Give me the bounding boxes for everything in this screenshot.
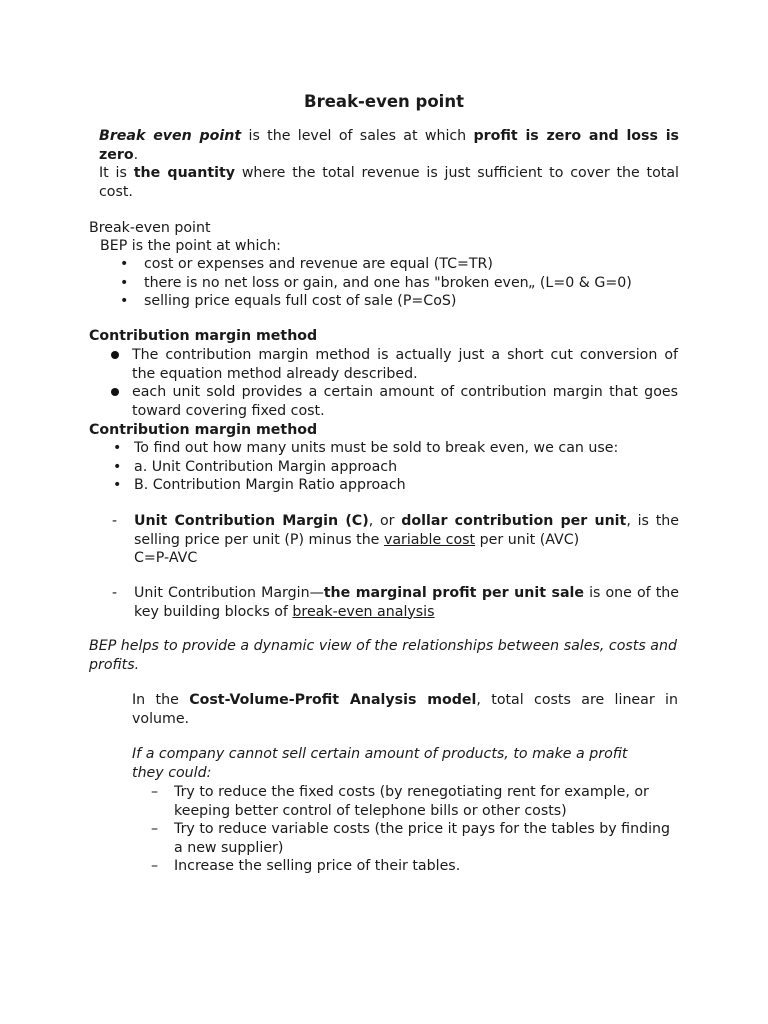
quantity-end: where the total revenue is just sufficient to cover the total cost. <box>99 165 679 200</box>
cvp-text: In the <box>132 692 190 708</box>
intro-quantity <box>99 164 679 201</box>
list-item-text: Increase the selling price of their tables. <box>174 858 461 874</box>
list-item-text: each unit sold provides a certain amount of contribution margin that goes toward covering fixed cost. <box>132 384 678 419</box>
list-item-text: there is no net loss or gain, and one has "broken even„ (L=0 & G=0) <box>144 274 632 291</box>
profit-items <box>151 783 680 876</box>
break-even-analysis-link[interactable]: break-even analysis <box>292 603 435 620</box>
ucm2-bold: the marginal profit per unit sale <box>323 585 585 601</box>
bep-heading: Break-even point <box>89 220 211 236</box>
intro-bold: profit is zero and loss is zero <box>99 128 680 163</box>
list-item-text: cost or expenses and revenue are equal (TC=TR) <box>144 256 493 272</box>
list-item-text: To find out how many units must be sold to break even, we can use: <box>134 440 619 456</box>
bullet-icon: • <box>120 274 129 291</box>
ucm2-text: Unit Contribution Margin— <box>134 585 324 601</box>
ucm2-text-2: is one of the key building blocks of <box>134 585 679 620</box>
cvp-bold: Cost-Volume-Profit Analysis model <box>189 692 477 708</box>
profit-lead: If a company cannot sell certain amount of products, to make a profit they could: <box>132 746 628 781</box>
list-item <box>120 292 704 311</box>
intro-text: is the level of sales at which <box>241 128 474 144</box>
bep-bullets <box>120 255 704 311</box>
list-item <box>120 274 704 293</box>
quantity-bold: the quantity <box>133 165 236 181</box>
ucm-term-2: dollar contribution per unit <box>401 513 627 529</box>
dash-icon: – <box>151 784 159 800</box>
page-title: Break-even point <box>304 92 464 111</box>
variable-cost-link[interactable]: variable cost <box>383 531 476 548</box>
intro-end: . <box>133 146 139 163</box>
ucm-marginal <box>112 584 679 621</box>
list-item <box>132 346 678 383</box>
ucm-term: Unit Contribution Margin (C) <box>134 513 369 529</box>
list-item-text: a. Unit Contribution Margin approach <box>134 458 398 475</box>
list-item <box>113 439 694 458</box>
list-item <box>151 857 680 876</box>
bep-helps: BEP helps to provide a dynamic view of the relationships between sales, costs and profits. <box>89 638 677 673</box>
list-item-text: Try to reduce variable costs (the price it pays for the tables by finding a new supplier) <box>174 821 671 856</box>
cm-heading-1: Contribution margin method <box>89 328 318 344</box>
ucm-text-2: , is the selling price per unit (P) minus the <box>134 513 679 548</box>
intro-term: Break even point <box>99 128 242 144</box>
ucm-text-3: per unit (AVC) <box>475 531 580 548</box>
list-item <box>120 255 704 274</box>
bullet-icon: • <box>113 440 122 456</box>
cvp-model <box>132 691 678 728</box>
quantity-start: It is <box>99 165 134 181</box>
ucm-formula: C=P-AVC <box>134 550 198 566</box>
list-item <box>113 476 694 495</box>
list-item-text: selling price equals full cost of sale (P=CoS) <box>144 293 457 309</box>
dash-icon: - <box>112 585 118 601</box>
cm-items <box>132 346 678 420</box>
bullet-icon <box>111 351 119 359</box>
list-item <box>132 383 678 420</box>
ucm-definition <box>112 512 679 549</box>
dash-icon: – <box>151 858 159 874</box>
bullet-icon <box>111 388 119 396</box>
list-item <box>113 458 694 477</box>
cm-bullets <box>113 439 694 495</box>
list-item <box>151 783 680 820</box>
list-item-text: B. Contribution Margin Ratio approach <box>134 477 406 493</box>
dash-icon: – <box>151 821 159 837</box>
intro-definition <box>99 127 679 164</box>
bullet-icon: • <box>120 256 129 272</box>
cvp-text-2: , total costs are linear in volume. <box>132 692 678 727</box>
bullet-icon: • <box>113 477 122 493</box>
bullet-icon: • <box>120 293 129 309</box>
dash-icon: - <box>112 513 118 529</box>
ucm-text: , or <box>368 513 402 529</box>
bep-lead: BEP is the point at which: <box>100 238 281 254</box>
list-item <box>151 820 680 857</box>
list-item-text: Try to reduce the fixed costs (by renegotiating rent for example, or keeping better control of telephone bills or other costs) <box>174 784 649 819</box>
cm-heading-2: Contribution margin method <box>89 422 318 438</box>
list-item-text: The contribution margin method is actually just a short cut conversion of the equation method already described. <box>132 347 678 382</box>
bullet-icon: • <box>113 458 122 475</box>
